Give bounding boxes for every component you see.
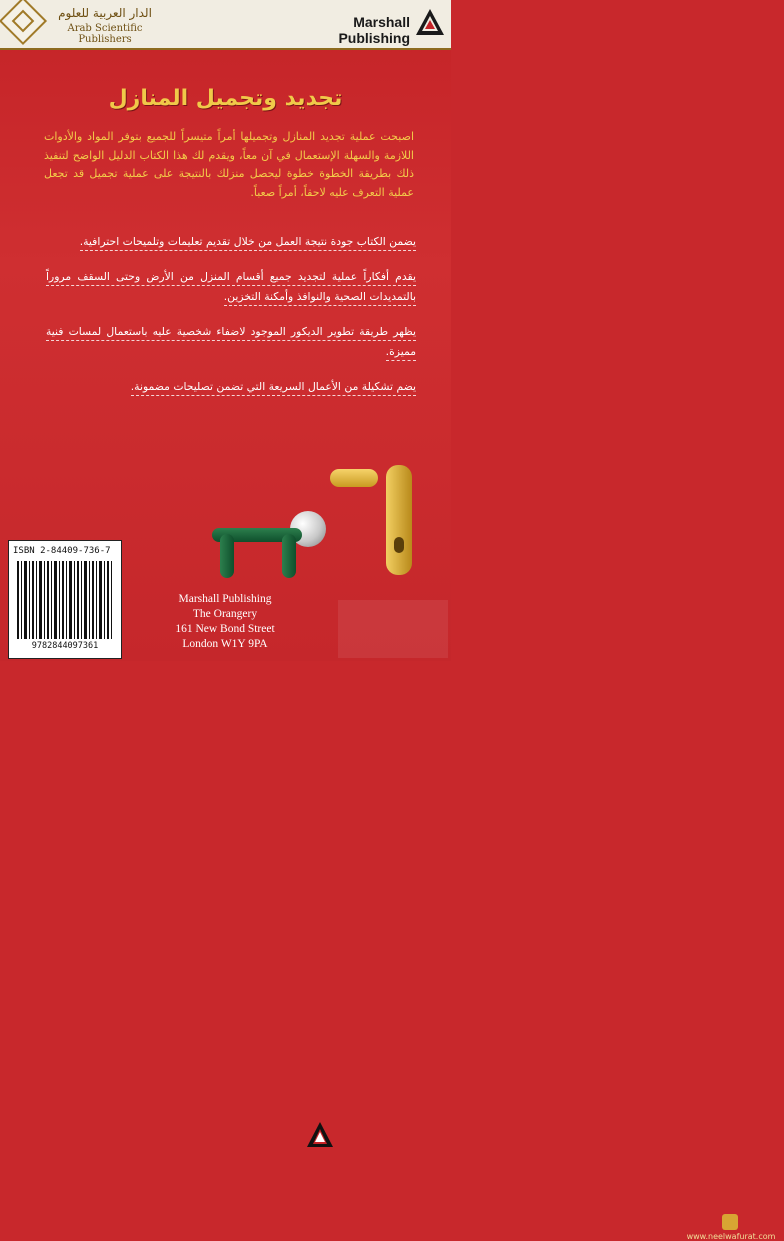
isbn-label: ISBN 2-84409-736-7: [13, 546, 111, 556]
green-handle-photo: [212, 514, 302, 582]
barcode-graphic: [17, 561, 113, 639]
book-intro: اصبحت عملية تجديد المنازل وتجميلها أمراً متيسراً للجميع بتوفر المواد والأدوات اللازمة والسهلة الإستعمال في آن معاً، ويقدم لك هذا الكتاب الدليل الواضح لتنفيذ ذلك بطريقة الخطوة خطوة ليحصل منزلك بالنتيجة على عملية تجميل قد تجعل عملية التعرف عليه لاحقاً، أمراً صعباً.: [44, 130, 414, 199]
publisher-name: Marshall Publishing: [178, 593, 272, 605]
top-header-band: [0, 0, 451, 50]
door-handle-photo: [290, 455, 442, 585]
green-handle-leg: [220, 534, 234, 578]
bullet-text: يضمن الكتاب جودة نتيجة العمل من خلال تقديم تعليمات وتلميحات احترافية.: [80, 235, 416, 251]
book-title: تجديد وتجميل المنازل: [108, 86, 343, 111]
bullet-text: يظهر طريقة تطوير الديكور الموجود لاضفاء شخصية عليه باستعمال لمسات فنية مميزة.: [46, 325, 416, 361]
arab-scientific-publishers-logo-inner: [12, 10, 35, 33]
distributor-site: www.neelwafurat.com: [686, 1232, 776, 1241]
keyhole: [394, 537, 404, 553]
arab-scientific-publishers-logo: [0, 0, 47, 45]
gold-lever-handle: [330, 469, 378, 487]
bullet-text: يضم تشكيلة من الأعمال السريعة التي تضمن تصليحات مضمونة.: [131, 380, 416, 396]
bullet-text: يقدم أفكاراً عملية لتجديد جميع أقسام المنزل من الأرض وحتى السقف مروراً بالتمديدات الصحية والنوافذ وأمكنة التخزين.: [46, 270, 416, 306]
barcode-box: [8, 540, 122, 659]
bullet-item: [46, 322, 416, 362]
marshall-logo-icon: [414, 7, 446, 39]
bullet-list: [46, 232, 416, 412]
marshall-logo-icon: [305, 1120, 335, 1150]
publisher-line3: 161 New Bond Street: [175, 623, 275, 635]
bullet-item: [46, 267, 416, 307]
publisher-line2: The Orangery: [192, 608, 258, 620]
asp-arabic-name: الدار العربية للعلوم: [58, 6, 152, 20]
asp-english-name: Arab Scientific Publishers: [67, 23, 143, 45]
distributor-logo-icon: [722, 1214, 738, 1230]
bullet-item: [46, 232, 416, 252]
barcode-digits: 9782844097361: [31, 641, 99, 651]
green-handle-leg: [282, 534, 296, 578]
gold-backplate: [386, 465, 412, 575]
bullet-item: [46, 377, 416, 397]
marshall-publishing-top: Marshall Publishing: [338, 14, 410, 46]
publisher-line4: London W1Y 9PA: [182, 638, 268, 650]
distributor-area: [338, 600, 776, 1241]
publisher-address: [145, 592, 305, 652]
